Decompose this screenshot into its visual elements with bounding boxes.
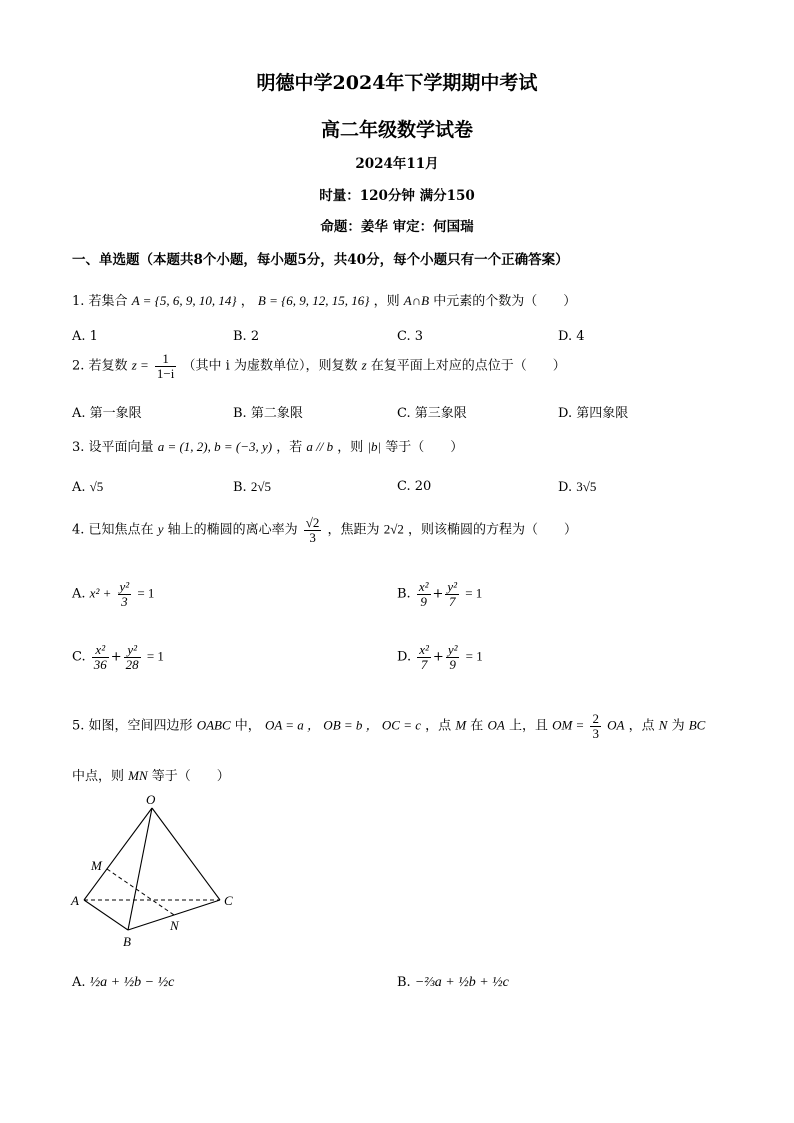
- tetrahedron-figure: [66, 790, 246, 950]
- q4-option-b-d2: 7: [448, 593, 456, 609]
- q3-parallel: a // b: [306, 439, 334, 454]
- exam-title: 明德中学2024年下学期期中考试: [256, 72, 538, 94]
- q4-option-b-tail: = 1: [465, 585, 483, 601]
- q3-mid2: ，则: [337, 440, 364, 455]
- q5-point-n: N: [658, 717, 668, 733]
- q2-z2: z: [361, 357, 367, 373]
- q5-mid4: 上，且: [508, 718, 548, 734]
- q4-option-b: B. $\frac{\text{x²}}{9}$ + $\frac{\text{y²}}{7}$ = 1: [397, 579, 483, 609]
- q5-mn: MN: [128, 768, 148, 783]
- q4-mid2: ，焦距为: [327, 522, 380, 538]
- q4-option-b-d1: 9: [420, 593, 427, 609]
- q5-point-m: M: [455, 717, 467, 733]
- q4-option-d-label: D.: [397, 649, 412, 665]
- q2-fraction: [155, 352, 176, 380]
- q1-option-a: A. 1: [72, 329, 98, 344]
- q3-option-c: C. 20: [397, 479, 432, 494]
- question-4: [72, 516, 577, 544]
- label-c: C: [224, 893, 233, 908]
- q3-mid: ，若: [276, 440, 303, 455]
- q1-expr: A∩B: [403, 293, 430, 308]
- question-5: [72, 712, 705, 740]
- q5-oa: OA: [487, 717, 505, 733]
- q5-prefix: 5. 如图，空间四边形: [72, 718, 193, 734]
- q3-prefix: 3. 设平面向量: [72, 440, 154, 455]
- q4-option-d-d2: 9: [449, 656, 456, 672]
- q4-focal: 2√2: [383, 521, 404, 537]
- label-b: B: [123, 934, 131, 949]
- q4-option-c-tail: = 1: [146, 648, 164, 664]
- q1-mid: ，则: [373, 294, 400, 309]
- q4-axis: y: [157, 521, 164, 537]
- q4-eccentricity: [304, 516, 322, 544]
- exam-subtitle: 高二年级数学试卷: [320, 119, 473, 141]
- q2-option-d: D. 第四象限: [558, 406, 629, 421]
- q5-om-tail: OA: [607, 717, 625, 733]
- q1-set-b: B = {6, 9, 12, 15, 16}: [257, 293, 370, 308]
- q5-line2-suffix: 等于（ ）: [151, 769, 230, 784]
- q5-om: OM =: [552, 717, 585, 733]
- label-m: M: [91, 858, 102, 873]
- q3-suffix: 等于（ ）: [385, 440, 464, 455]
- question-2: [72, 352, 566, 380]
- q5-bc: BC: [688, 717, 706, 733]
- q5-vectors: OA = a ， OB = b ， OC = c: [264, 717, 422, 733]
- q4-option-a-den: 3: [121, 593, 128, 609]
- q4-option-c-d2: 28: [125, 656, 139, 672]
- q4-option-a: [72, 580, 154, 608]
- q3-option-a: [72, 479, 103, 495]
- q3-option-d-label: D.: [558, 480, 573, 495]
- q2-option-c: C. 第三象限: [397, 406, 467, 421]
- q4-option-c-label: C.: [72, 649, 86, 665]
- edge-oc: [152, 808, 220, 900]
- q4-option-b-label: B.: [397, 586, 411, 602]
- q3-option-b-label: B.: [233, 480, 247, 495]
- q4-option-a-label: A.: [72, 586, 86, 602]
- q4-mid: 轴上的椭圆的离心率为: [167, 522, 298, 538]
- q5-om-den: 3: [592, 725, 599, 741]
- q4-option-d: D. $\frac{\text{x²}}{7}$ + $\frac{\text{y²}}{9}$ = 1: [397, 642, 483, 672]
- q2-prefix: 2. 若复数: [72, 358, 128, 374]
- q1-option-b: B. 2: [233, 329, 260, 344]
- q1-suffix: 中元素的个数为（ ）: [433, 294, 577, 309]
- label-n: N: [170, 918, 179, 933]
- q4-option-a-tail: = 1: [137, 585, 155, 601]
- q4-option-c-n1: x²: [92, 643, 109, 658]
- q3-option-d-value: 3√5: [576, 479, 597, 494]
- q4-option-b-n2: y²: [447, 579, 458, 594]
- q4-option-c-n2: y²: [124, 643, 141, 658]
- q4-option-a-num: y²: [119, 579, 130, 594]
- q4-option-c-d1: 36: [93, 656, 107, 672]
- question-1: [72, 290, 576, 309]
- q3-option-a-value: √5: [89, 479, 104, 494]
- q2-mid: （其中 i 为虚数单位），则复数: [182, 358, 358, 374]
- q4-option-d-n2: y²: [447, 642, 458, 657]
- segment-mn-dashed: [107, 869, 174, 915]
- q5-option-b-text: −⅔a + ½b + ½c: [414, 975, 509, 990]
- q2-z: z =: [131, 357, 149, 373]
- q4-option-a-lead: x² +: [89, 585, 112, 601]
- q4-option-d-d1: 7: [420, 656, 428, 672]
- section-heading: 一、单选题（本题共8个小题，每小题5分，共40分，每个小题只有一个正确答案）: [72, 252, 569, 268]
- q2-option-b: B. 第二象限: [233, 406, 303, 421]
- q2-option-a: A. 第一象限: [72, 406, 142, 421]
- q1-option-c: C. 3: [397, 329, 424, 344]
- q2-suffix: 在复平面上对应的点位于（ ）: [370, 358, 566, 374]
- q1-sep: ，: [240, 294, 254, 309]
- q3-abs-b: |b|: [367, 439, 382, 454]
- q5-om-num: 2: [592, 711, 599, 726]
- q4-option-d-n1: x²: [419, 642, 429, 657]
- q5-option-a-text: ½a + ½b − ½c: [89, 975, 175, 990]
- q3-option-a-label: A.: [72, 480, 86, 495]
- edge-ob: [128, 808, 152, 930]
- q4-ecc-den: 3: [309, 529, 316, 545]
- q5-line2-prefix: 中点，则: [72, 769, 125, 784]
- q1-set-a: A = {5, 6, 9, 10, 14}: [131, 293, 237, 308]
- edge-ab: [84, 900, 128, 930]
- q5-option-a-label: A.: [72, 975, 86, 990]
- q3-option-b: [233, 479, 271, 495]
- q5-mid6: 为: [671, 718, 685, 734]
- q4-prefix: 4. 已知焦点在: [72, 522, 154, 538]
- q4-option-b-n1: x²: [418, 579, 429, 594]
- label-a: A: [71, 893, 79, 908]
- q4-ecc-num: √2: [305, 515, 320, 530]
- q2-frac-num: 1: [155, 352, 176, 367]
- q4-option-d-tail: = 1: [465, 648, 483, 664]
- q4-option-c: C. $\frac{\text{x²}}{36}$ + $\frac{\text{y²}}{28}$ = 1: [72, 642, 164, 672]
- question-3: [72, 436, 463, 455]
- q5-option-b: [397, 975, 509, 991]
- q5-mid3: 在: [470, 718, 484, 734]
- q5-option-b-label: B.: [397, 975, 411, 990]
- exam-time-info: 时量：120分钟 满分150: [319, 188, 475, 204]
- label-o: O: [146, 792, 156, 807]
- q2-frac-den: 1−i: [156, 365, 175, 381]
- q3-option-b-value: 2√5: [250, 479, 271, 494]
- exam-date: 2024年11月: [355, 156, 439, 172]
- q1-option-d: D. 4: [558, 329, 585, 344]
- q3-vectors: a = (1, 2), b = (−3, y): [157, 439, 273, 454]
- q3-option-d: [558, 479, 596, 495]
- q1-prefix: 1. 若集合: [72, 294, 128, 309]
- question-5-line2: [72, 765, 230, 784]
- q5-mid2: ，点: [425, 718, 452, 734]
- q5-oabc: OABC: [196, 717, 231, 733]
- q5-mid5: ，点: [628, 718, 655, 734]
- q4-suffix: ，则该椭圆的方程为（ ）: [407, 522, 577, 538]
- q5-option-a: [72, 975, 174, 991]
- q5-mid: 中，: [234, 718, 261, 734]
- exam-authors: 命题：姜华 审定：何国瑞: [320, 219, 474, 235]
- edge-oa: [84, 808, 152, 900]
